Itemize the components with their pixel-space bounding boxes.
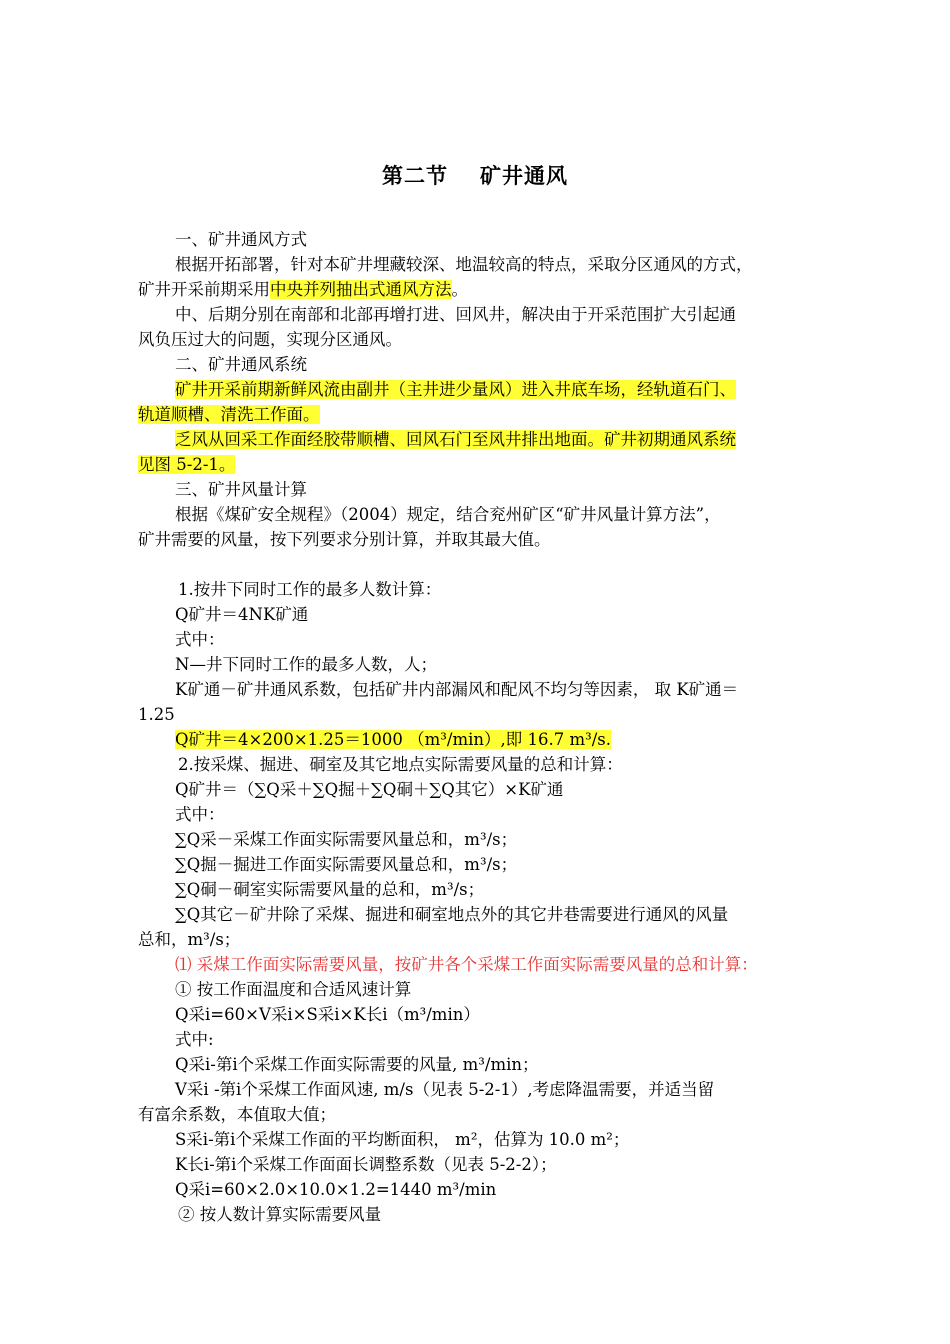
text-line <box>175 778 563 802</box>
text-segment: 矿井需要的风量，按下列要求分别计算，并取其最大值。 <box>138 530 551 549</box>
text-segment: 2.按采煤、掘进、硐室及其它地点实际需要风量的总和计算： <box>178 755 623 774</box>
text-line <box>175 303 736 327</box>
text-line <box>138 453 235 477</box>
text-line <box>175 803 225 827</box>
text-line <box>175 478 307 502</box>
text-segment: 风负压过大的问题，实现分区通风。 <box>138 330 402 349</box>
text-line <box>175 953 758 977</box>
text-segment: ① 按工作面温度和合适风速计算 <box>175 980 412 999</box>
text-line <box>138 278 468 302</box>
highlighted-text: 乏风从回采工作面经胶带顺槽、回风石门至风井排出地面。矿井初期通风系统 <box>175 430 736 449</box>
red-text: ⑴ 采煤工作面实际需要风量，按矿井各个采煤工作面实际需要风量的总和计算： <box>175 955 758 974</box>
text-line <box>178 753 623 777</box>
text-line <box>138 1103 336 1127</box>
section-title <box>0 160 950 190</box>
text-line <box>175 1028 214 1052</box>
text-segment: K矿通－矿井通风系数，包括矿井内部漏风和配风不均匀等因素， 取 K矿通＝ <box>175 680 739 699</box>
text-segment: 一、矿井通风方式 <box>175 230 307 249</box>
text-segment: ∑Q采－采煤工作面实际需要风量总和，m³/s； <box>175 830 518 849</box>
text-line <box>175 503 721 527</box>
text-line <box>175 1003 480 1027</box>
text-segment: 根据开拓部署，针对本矿井埋藏较深、地温较高的特点，采取分区通风的方式， <box>175 255 753 274</box>
text-line <box>175 378 736 402</box>
text-line <box>175 1153 557 1177</box>
text-segment: S采i-第i个采煤工作面的平均断面积， m²，估算为 10.0 m²； <box>175 1130 630 1149</box>
text-segment: K长i-第i个采煤工作面面长调整系数（见表 5-2-2）； <box>175 1155 557 1174</box>
text-segment: 根据《煤矿安全规程》（2004）规定，结合兖州矿区“矿井风量计算方法”， <box>175 505 721 524</box>
text-segment: 二、矿井通风系统 <box>175 355 307 374</box>
text-segment: 。 <box>451 280 468 299</box>
text-line <box>175 603 308 627</box>
text-segment: ∑Q掘－掘进工作面实际需要风量总和，m³/s； <box>175 855 518 874</box>
highlighted-text: 见图 5-2-1。 <box>138 455 236 474</box>
text-line <box>175 653 437 677</box>
text-segment: Q采i=60×V采i×S采i×K长i（m³/min） <box>175 1005 480 1024</box>
text-line <box>175 978 411 1002</box>
highlighted-text: 中央并列抽出式通风方法 <box>270 280 452 299</box>
text-segment: Q矿井＝4NK矿通 <box>175 605 309 624</box>
text-segment: 式中: <box>175 1030 214 1049</box>
text-line <box>175 728 611 752</box>
text-segment: Q采i-第i个采煤工作面实际需要的风量, m³/min； <box>175 1055 539 1074</box>
text-line <box>175 353 307 377</box>
text-segment: 三、矿井风量计算 <box>175 480 307 499</box>
text-line <box>175 253 753 277</box>
text-line <box>175 678 738 702</box>
text-line <box>175 903 728 927</box>
text-segment: Q采i=60×2.0×10.0×1.2=1440 m³/min <box>175 1180 497 1199</box>
text-line <box>175 628 225 652</box>
text-segment: Q矿井＝（∑Q采＋∑Q掘＋∑Q硐＋∑Q其它）×K矿通 <box>175 780 564 799</box>
text-line <box>138 528 551 552</box>
highlighted-text: Q矿井＝4×200×1.25＝1000 （m³/min）,即 16.7 m³/s. <box>175 730 612 749</box>
text-line <box>178 1203 381 1227</box>
text-segment: 1.按井下同时工作的最多人数计算： <box>178 580 442 599</box>
text-line <box>175 1053 539 1077</box>
text-segment: 有富余系数，本值取大值； <box>138 1105 336 1124</box>
text-segment: 中、后期分别在南部和北部再增打进、回风井，解决由于开采范围扩大引起通 <box>175 305 736 324</box>
highlighted-text: 矿井开采前期新鲜风流由副井（主井进少量风）进入井底车场，经轨道石门、 <box>175 380 736 399</box>
text-line <box>138 703 175 727</box>
text-line <box>138 928 240 952</box>
text-line <box>175 853 517 877</box>
highlighted-text: 轨道顺槽、清洗工作面。 <box>138 405 320 424</box>
text-segment: 1.25 <box>138 705 175 724</box>
text-segment: 式中： <box>175 630 225 649</box>
text-line <box>138 328 402 352</box>
text-segment: ② 按人数计算实际需要风量 <box>178 1205 382 1224</box>
text-line <box>175 1128 629 1152</box>
section-name: 矿井通风 <box>480 164 568 188</box>
text-segment: 式中： <box>175 805 225 824</box>
text-line <box>175 1178 496 1202</box>
text-line <box>175 828 517 852</box>
text-segment: 矿井开采前期采用 <box>138 280 270 299</box>
text-line <box>175 878 484 902</box>
text-line <box>175 428 736 452</box>
text-segment: 总和，m³/s； <box>138 930 241 949</box>
text-segment: N—井下同时工作的最多人数，人； <box>175 655 437 674</box>
text-line <box>175 228 307 252</box>
text-line <box>138 403 320 427</box>
text-segment: ∑Q硐－硐室实际需要风量的总和，m³/s； <box>175 880 485 899</box>
text-line <box>178 578 441 602</box>
text-segment: V采i -第i个采煤工作面风速, m/s（见表 5-2-1）,考虑降温需要，并适当留 <box>175 1080 715 1099</box>
text-segment: ∑Q其它－矿井除了采煤、掘进和硐室地点外的其它井巷需要进行通风的风量 <box>175 905 729 924</box>
text-line <box>175 1078 714 1102</box>
section-number: 第二节 <box>382 164 448 188</box>
